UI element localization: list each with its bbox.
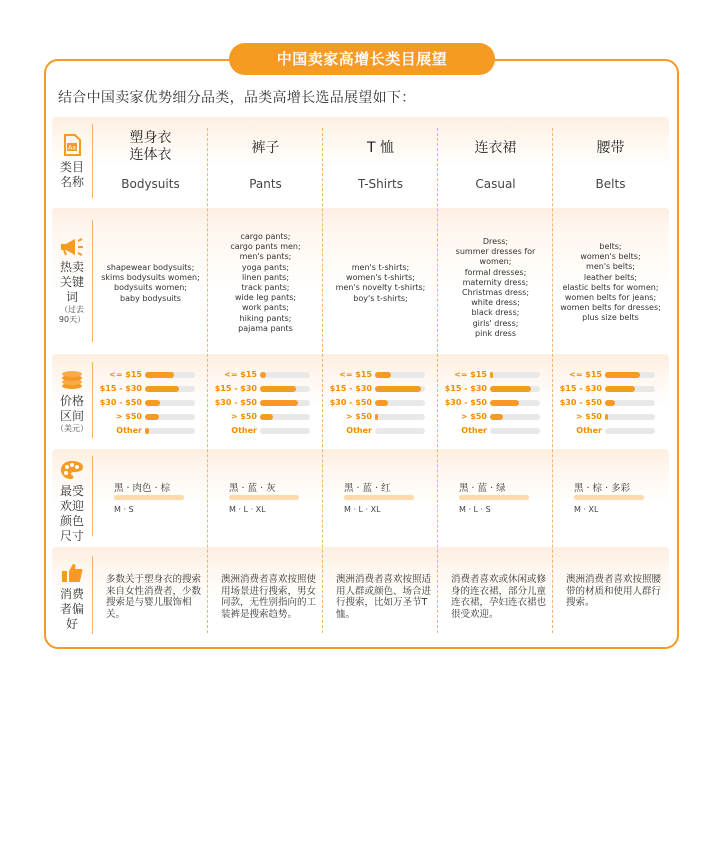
row-label-keywords — [52, 238, 92, 325]
price-bar-fill — [490, 372, 493, 378]
price-bar-track — [375, 414, 425, 420]
price-bar-track — [145, 414, 195, 420]
thumbs-up-icon — [61, 563, 83, 583]
price-bar-fill — [605, 400, 615, 406]
price-bar-fill — [605, 414, 608, 420]
page-title: 中国卖家高增长类目展望 — [229, 43, 495, 75]
price-range-row — [94, 371, 207, 379]
price-range-label: <= $15 — [109, 370, 142, 379]
price-bar-track — [145, 428, 195, 434]
price-bar-fill — [145, 372, 174, 378]
row-label-line: 消费 — [59, 587, 84, 601]
price-bar-track — [375, 372, 425, 378]
price-range-label: $30 - $50 — [444, 398, 487, 407]
price-range-label: $30 - $50 — [559, 398, 602, 407]
price-range-label: $15 - $30 — [214, 384, 257, 393]
label-separator — [92, 556, 93, 634]
row-label-popular — [52, 460, 92, 544]
hot-keywords: belts; women's belts; men's belts; leather belts; elastic belts for women; women belts for jeans; women belts for dresses; plus size belts — [560, 242, 661, 323]
price-range-row — [554, 385, 667, 393]
price-bar-track — [260, 414, 310, 420]
price-range-row — [324, 427, 437, 435]
price-range-label: Other — [346, 426, 372, 435]
price-range-row — [324, 371, 437, 379]
price-bar-track — [260, 386, 310, 392]
font-icon — [62, 134, 82, 156]
price-range-row — [94, 427, 207, 435]
price-range-label: > $50 — [575, 412, 602, 421]
price-bar-track — [260, 428, 310, 434]
hot-keywords: cargo pants; cargo pants men; men's pants; yoga pants; linen pants; track pants; wide leg pants; work pants; hiking pants; pajama pants — [230, 232, 301, 333]
color-swatch-bar — [229, 495, 299, 500]
price-range-label: Other — [576, 426, 602, 435]
row-label-line: 最受 — [59, 484, 84, 498]
price-range-row — [554, 413, 667, 421]
popular-colors: 黑 · 蓝 · 绿 — [459, 483, 506, 494]
price-bar-track — [145, 386, 195, 392]
row-label-line: 颜色 — [59, 514, 84, 528]
price-bar-fill — [145, 414, 159, 420]
label-separator — [92, 124, 93, 198]
price-bar-track — [490, 428, 540, 434]
popular-colors: 黑 · 肉色 · 棕 — [114, 483, 171, 494]
price-bar-fill — [375, 414, 378, 420]
price-bar-track — [490, 372, 540, 378]
price-bar-fill — [145, 386, 179, 392]
row-label-category — [52, 134, 92, 190]
price-range-label: $30 - $50 — [99, 398, 142, 407]
price-range-row — [439, 385, 552, 393]
price-bar-fill — [260, 386, 296, 392]
price-bar-fill — [375, 400, 388, 406]
price-range-row — [439, 427, 552, 435]
consumer-preference: 消费者喜欢或休闲或修身的连衣裙，部分儿童连衣裙，孕妇连衣裙也很受欢迎。 — [451, 574, 547, 620]
palette-icon — [60, 460, 84, 480]
category-name-cn: 连衣裙 — [474, 140, 517, 156]
row-label-line: 名称 — [59, 175, 84, 189]
price-range-label: > $50 — [345, 412, 372, 421]
price-range-row — [439, 399, 552, 407]
price-bar-track — [145, 372, 195, 378]
coins-icon — [60, 370, 84, 390]
price-bar-fill — [490, 414, 503, 420]
price-range-row — [324, 413, 437, 421]
category-name-en: Bodysuits — [121, 177, 180, 191]
row-label-line: 者偏 — [59, 602, 84, 616]
row-label-sub: 90天） — [58, 315, 86, 324]
hot-keywords: Dress; summer dresses for women; formal dresses; maternity dress; Christmas dress; white dress; black dress; girls' dress; pink dress — [455, 237, 536, 338]
price-bar-track — [605, 386, 655, 392]
price-bar-fill — [145, 428, 149, 434]
category-name-cn: 塑身衣 连体衣 — [129, 130, 172, 163]
row-label-preference — [52, 563, 92, 632]
price-range-label: $15 - $30 — [559, 384, 602, 393]
label-separator — [92, 220, 93, 342]
price-range-label: Other — [461, 426, 487, 435]
price-bar-track — [375, 386, 425, 392]
row-label-line: 尺寸 — [59, 529, 84, 543]
price-range-row — [554, 427, 667, 435]
price-bar-track — [145, 400, 195, 406]
price-bar-fill — [605, 372, 640, 378]
category-name-en: Belts — [595, 177, 626, 191]
category-name-en: Pants — [249, 177, 282, 191]
row-label-line: 类目 — [59, 160, 84, 174]
row-label-sub: （美元） — [56, 424, 88, 433]
color-swatch-bar — [574, 495, 644, 500]
price-range-row — [324, 385, 437, 393]
price-bar-fill — [605, 386, 635, 392]
row-label-line: 区间 — [59, 409, 84, 423]
price-range-row — [209, 427, 322, 435]
price-bar-fill — [145, 400, 160, 406]
category-name-en: Casual — [475, 177, 516, 191]
price-bar-fill — [375, 372, 391, 378]
price-range-label: $30 - $50 — [329, 398, 372, 407]
row-label-line: 词 — [65, 290, 78, 304]
row-label-price — [52, 370, 92, 434]
price-bar-track — [490, 400, 540, 406]
row-label-line: 热卖 — [59, 260, 84, 274]
popular-colors: 黑 · 棕 · 多彩 — [574, 483, 631, 494]
megaphone-icon — [59, 238, 85, 256]
category-name-cn: 裤子 — [251, 140, 280, 156]
price-range-row — [439, 413, 552, 421]
price-range-label: <= $15 — [339, 370, 372, 379]
price-bar-fill — [260, 414, 273, 420]
category-name-cn: T 恤 — [366, 140, 394, 156]
popular-sizes: M · XL — [574, 505, 599, 514]
column-divider — [207, 128, 208, 633]
price-bar-fill — [490, 400, 519, 406]
price-bar-fill — [375, 386, 421, 392]
price-bar-fill — [260, 372, 266, 378]
intro-text: 结合中国卖家优势细分品类，品类高增长选品展望如下： — [58, 90, 416, 106]
price-bar-track — [375, 400, 425, 406]
price-range-row — [554, 371, 667, 379]
hot-keywords: men's t-shirts; women's t-shirts; men's novelty t-shirts; boy's t-shirts; — [335, 263, 426, 303]
label-separator — [92, 456, 93, 536]
column-divider — [552, 128, 553, 633]
consumer-preference: 澳洲消费者喜欢按照使用场景进行搜索，男女同款，无性别指向的工装裤是搜索趋势。 — [221, 574, 317, 620]
price-range-row — [209, 371, 322, 379]
color-swatch-bar — [114, 495, 184, 500]
price-bar-track — [605, 400, 655, 406]
price-bar-track — [260, 372, 310, 378]
svg-text:Aa: Aa — [68, 144, 76, 152]
column-divider — [322, 128, 323, 633]
color-swatch-bar — [344, 495, 414, 500]
price-bar-track — [490, 414, 540, 420]
popular-sizes: M · S — [114, 505, 134, 514]
row-label-sub: （过去 — [60, 305, 84, 314]
price-range-row — [94, 385, 207, 393]
price-range-label: <= $15 — [569, 370, 602, 379]
price-range-row — [209, 385, 322, 393]
row-label-line: 关键 — [59, 275, 84, 289]
row-label-line: 好 — [65, 617, 78, 631]
popular-sizes: M · L · S — [459, 505, 491, 514]
price-range-label: > $50 — [115, 412, 142, 421]
price-bar-track — [490, 386, 540, 392]
row-label-line: 价格 — [59, 394, 84, 408]
color-swatch-bar — [459, 495, 529, 500]
price-range-row — [209, 413, 322, 421]
price-range-row — [324, 399, 437, 407]
category-name-cn: 腰带 — [596, 140, 625, 156]
price-bar-track — [605, 372, 655, 378]
popular-colors: 黑 · 蓝 · 灰 — [229, 483, 276, 494]
price-bar-fill — [490, 386, 531, 392]
popular-sizes: M · L · XL — [229, 505, 266, 514]
price-bar-track — [260, 400, 310, 406]
consumer-preference: 澳洲消费者喜欢按照腰带的材质和使用人群行搜索。 — [566, 574, 662, 608]
consumer-preference: 多数关于塑身衣的搜索来自女性消费者，少数搜索是与婴儿服饰相关。 — [106, 574, 202, 620]
price-range-label: <= $15 — [454, 370, 487, 379]
price-range-row — [209, 399, 322, 407]
price-range-label: <= $15 — [224, 370, 257, 379]
row-label-line: 欢迎 — [59, 499, 84, 513]
price-range-row — [554, 399, 667, 407]
popular-sizes: M · L · XL — [344, 505, 381, 514]
hot-keywords: shapewear bodysuits; skims bodysuits women; bodysuits women; baby bodysuits — [101, 263, 200, 303]
price-range-label: $15 - $30 — [99, 384, 142, 393]
price-range-label: > $50 — [230, 412, 257, 421]
price-range-label: Other — [231, 426, 257, 435]
price-range-label: $15 - $30 — [444, 384, 487, 393]
label-separator — [92, 362, 93, 438]
price-bar-track — [605, 414, 655, 420]
price-range-label: > $50 — [460, 412, 487, 421]
price-range-label: $15 - $30 — [329, 384, 372, 393]
price-range-label: Other — [116, 426, 142, 435]
price-range-row — [439, 371, 552, 379]
price-range-label: $30 - $50 — [214, 398, 257, 407]
price-range-row — [94, 413, 207, 421]
consumer-preference: 澳洲消费者喜欢按照适用人群或颜色、场合进行搜索，比如万圣节T恤。 — [336, 574, 432, 620]
category-name-en: T-Shirts — [357, 177, 403, 191]
price-bar-fill — [260, 400, 298, 406]
price-range-row — [94, 399, 207, 407]
column-divider — [437, 128, 438, 633]
price-bar-track — [375, 428, 425, 434]
popular-colors: 黑 · 蓝 · 红 — [344, 483, 391, 494]
price-bar-track — [605, 428, 655, 434]
